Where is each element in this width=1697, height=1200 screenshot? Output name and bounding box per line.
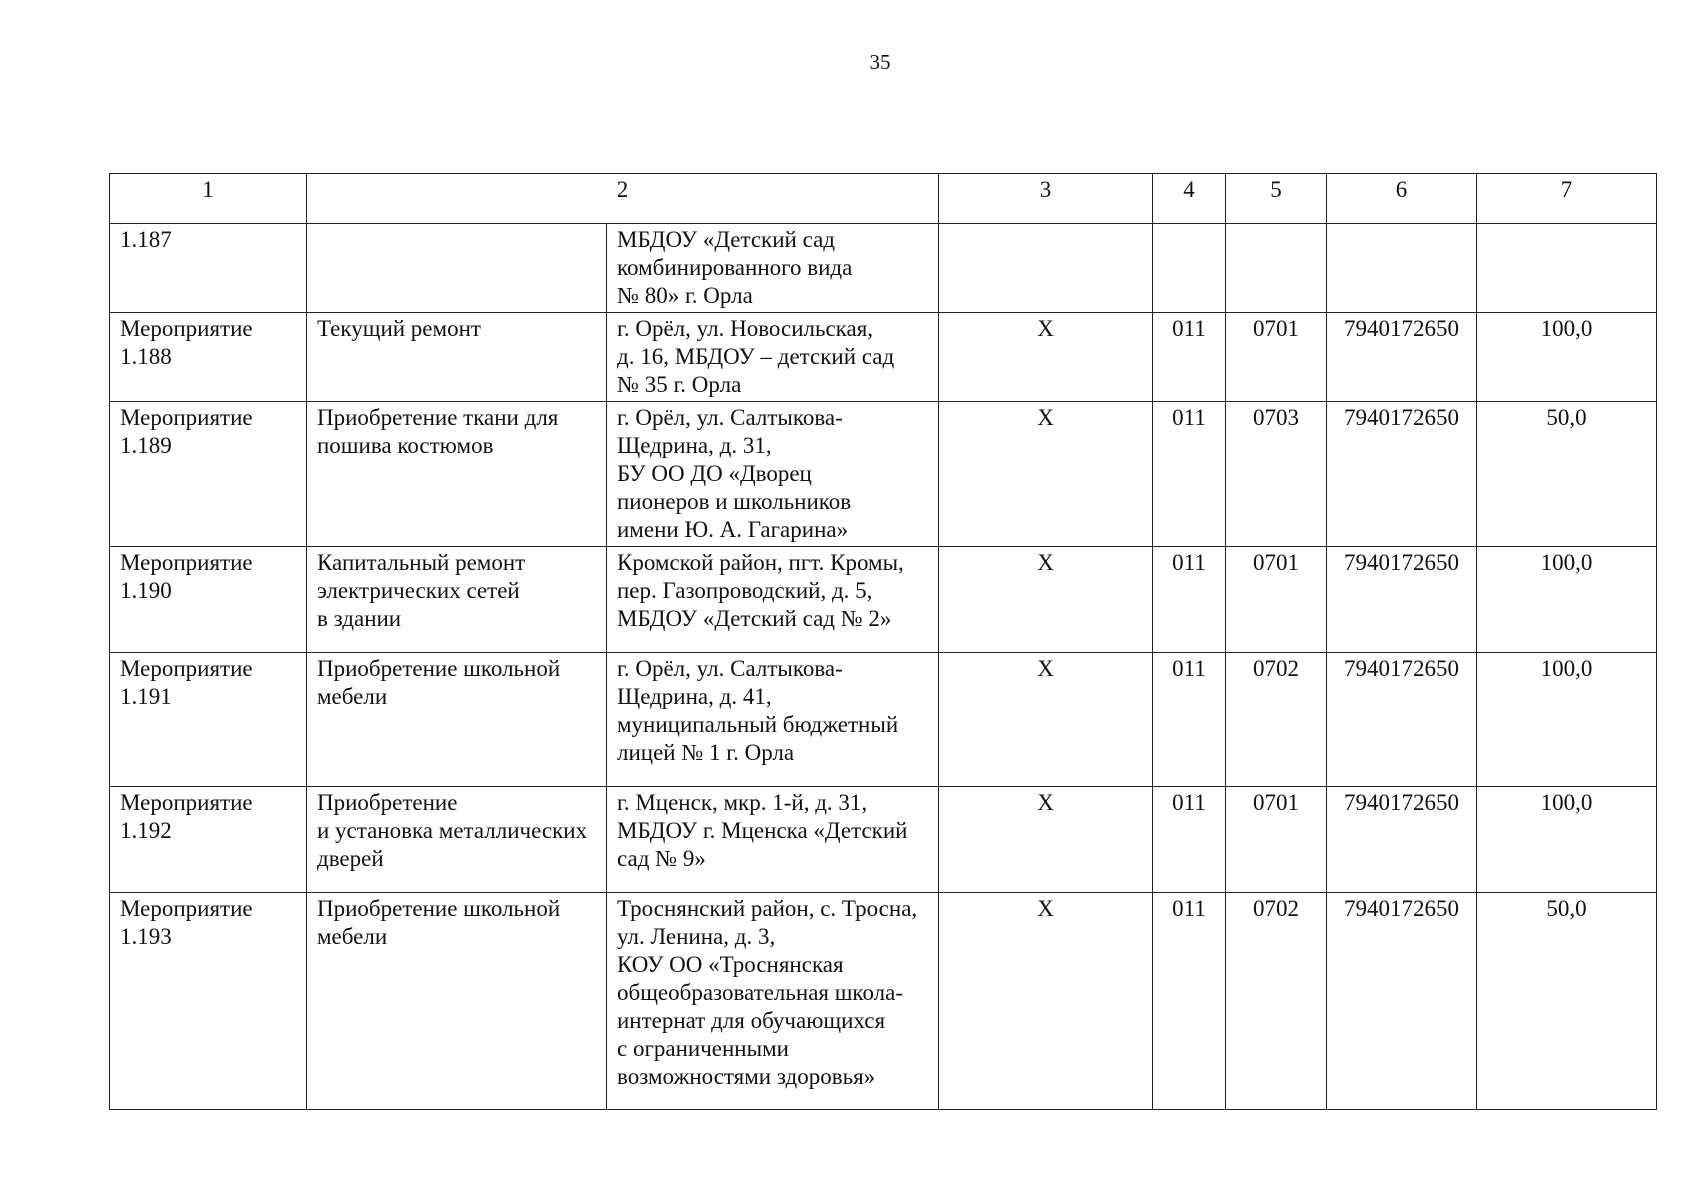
measure-cell-line: Мероприятие: [120, 405, 253, 430]
amount-cell: 100,0: [1477, 313, 1657, 402]
amount-cell: 50,0: [1477, 893, 1657, 1110]
measure-cell-line: Мероприятие: [120, 896, 253, 921]
address-cell-line: сад № 9»: [617, 846, 706, 871]
measure-cell-line: Мероприятие: [120, 316, 253, 341]
address-cell-line: № 35 г. Орла: [617, 372, 742, 397]
name-cell: [307, 402, 607, 547]
header-col-1: 1: [110, 174, 307, 224]
table-row: [110, 224, 1657, 313]
address-cell-line: КОУ ОО «Троснянская: [617, 952, 844, 977]
measure-cell-line: Мероприятие: [120, 550, 253, 575]
name-cell: [307, 787, 607, 893]
code-cell: 011: [1153, 653, 1226, 787]
measure-cell: [110, 224, 307, 313]
table-row: [110, 402, 1657, 547]
name-cell-line: пошива костюмов: [317, 433, 494, 458]
measure-cell: [110, 547, 307, 653]
address-cell-line: г. Орёл, ул. Салтыкова-: [617, 656, 843, 681]
name-cell-line: Приобретение: [317, 790, 458, 815]
x-cell: [939, 224, 1153, 313]
measure-cell-line: 1.192: [120, 818, 172, 843]
name-cell: [307, 893, 607, 1110]
measure-cell: [110, 893, 307, 1110]
address-cell-line: с ограниченными: [617, 1036, 789, 1061]
measure-cell: [110, 313, 307, 402]
measure-cell-line: Мероприятие: [120, 656, 253, 681]
x-cell: X: [939, 547, 1153, 653]
x-cell: X: [939, 313, 1153, 402]
code-cell: 011: [1153, 402, 1226, 547]
amount-cell: 50,0: [1477, 402, 1657, 547]
measure-cell-line: 1.190: [120, 578, 172, 603]
target-cell: 7940172650: [1327, 313, 1477, 402]
name-cell-line: мебели: [317, 684, 388, 709]
address-cell: [607, 653, 939, 787]
section-cell: 0701: [1226, 787, 1327, 893]
measure-cell-line: 1.193: [120, 924, 172, 949]
address-cell-line: пер. Газопроводский, д. 5,: [617, 578, 873, 603]
name-cell-line: дверей: [317, 846, 384, 871]
name-cell: [307, 653, 607, 787]
address-cell-line: муниципальный бюджетный: [617, 712, 899, 737]
header-col-2: 2: [307, 174, 939, 224]
section-cell: 0701: [1226, 313, 1327, 402]
x-cell: X: [939, 402, 1153, 547]
table-row: [110, 893, 1657, 1110]
address-cell-line: БУ ОО ДО «Дворец: [617, 461, 812, 486]
address-cell: [607, 787, 939, 893]
address-cell-line: интернат для обучающихся: [617, 1008, 886, 1033]
header-col-5: 5: [1226, 174, 1327, 224]
header-col-3: 3: [939, 174, 1153, 224]
address-cell: [607, 313, 939, 402]
section-cell: [1226, 224, 1327, 313]
table-header-row: [110, 174, 1657, 224]
address-cell-line: общеобразовательная школа-: [617, 980, 903, 1005]
address-cell-line: № 80» г. Орла: [617, 283, 753, 308]
page-number: 35: [869, 50, 891, 74]
table-row: [110, 547, 1657, 653]
address-cell-line: Троснянский район, с. Тросна,: [617, 896, 918, 921]
address-cell-line: МБДОУ «Детский сад № 2»: [617, 606, 892, 631]
address-cell-line: МБДОУ «Детский сад: [617, 227, 835, 252]
name-cell: [307, 313, 607, 402]
name-cell-line: в здании: [317, 606, 402, 631]
name-cell-line: мебели: [317, 924, 388, 949]
measure-cell-line: Мероприятие: [120, 790, 253, 815]
target-cell: 7940172650: [1327, 787, 1477, 893]
address-cell-line: г. Орёл, ул. Салтыкова-: [617, 405, 843, 430]
section-cell: 0702: [1226, 653, 1327, 787]
address-cell: [607, 893, 939, 1110]
address-cell-line: г. Орёл, ул. Новосильская,: [617, 316, 874, 341]
amount-cell: 100,0: [1477, 547, 1657, 653]
address-cell-line: возможностями здоровья»: [617, 1064, 876, 1089]
target-cell: 7940172650: [1327, 547, 1477, 653]
code-cell: 011: [1153, 787, 1226, 893]
code-cell: [1153, 224, 1226, 313]
address-cell-line: комбинированного вида: [617, 255, 853, 280]
name-cell-line: Текущий ремонт: [317, 316, 481, 341]
address-cell-line: ул. Ленина, д. 3,: [617, 924, 776, 949]
name-cell-line: и установка металлических: [317, 818, 588, 843]
address-cell-line: Щедрина, д. 31,: [617, 433, 772, 458]
measure-cell: [110, 653, 307, 787]
section-cell: 0701: [1226, 547, 1327, 653]
header-col-4: 4: [1153, 174, 1226, 224]
address-cell: [607, 547, 939, 653]
header-col-7: 7: [1477, 174, 1657, 224]
target-cell: 7940172650: [1327, 653, 1477, 787]
name-cell: [307, 547, 607, 653]
measure-cell-line: 1.189: [120, 433, 172, 458]
target-cell: [1327, 224, 1477, 313]
measure-cell-line: 1.191: [120, 684, 172, 709]
measure-cell-line: 1.188: [120, 344, 172, 369]
table-row: [110, 653, 1657, 787]
address-cell-line: МБДОУ г. Мценска «Детский: [617, 818, 908, 843]
target-cell: 7940172650: [1327, 402, 1477, 547]
measure-cell-line: 1.187: [120, 227, 172, 252]
x-cell: X: [939, 653, 1153, 787]
x-cell: X: [939, 893, 1153, 1110]
table-row: [110, 313, 1657, 402]
amount-cell: 100,0: [1477, 787, 1657, 893]
target-cell: 7940172650: [1327, 893, 1477, 1110]
address-cell-line: д. 16, МБДОУ – детский сад: [617, 344, 895, 369]
address-cell: [607, 402, 939, 547]
amount-cell: 100,0: [1477, 653, 1657, 787]
measures-table: [109, 173, 1657, 1110]
address-cell-line: имени Ю. А. Гагарина»: [617, 517, 849, 542]
section-cell: 0703: [1226, 402, 1327, 547]
address-cell-line: Щедрина, д. 41,: [617, 684, 772, 709]
header-col-6: 6: [1327, 174, 1477, 224]
address-cell-line: лицей № 1 г. Орла: [617, 740, 795, 765]
table-row: [110, 787, 1657, 893]
name-cell-line: Приобретение школьной: [317, 896, 561, 921]
address-cell: [607, 224, 939, 313]
section-cell: 0702: [1226, 893, 1327, 1110]
code-cell: 011: [1153, 313, 1226, 402]
name-cell-line: Приобретение школьной: [317, 656, 561, 681]
code-cell: 011: [1153, 547, 1226, 653]
amount-cell: [1477, 224, 1657, 313]
measure-cell: [110, 787, 307, 893]
measure-cell: [110, 402, 307, 547]
name-cell: [307, 224, 607, 313]
name-cell-line: электрических сетей: [317, 578, 520, 603]
code-cell: 011: [1153, 893, 1226, 1110]
name-cell-line: Приобретение ткани для: [317, 405, 559, 430]
name-cell-line: Капитальный ремонт: [317, 550, 526, 575]
address-cell-line: Кромской район, пгт. Кромы,: [617, 550, 904, 575]
address-cell-line: г. Мценск, мкр. 1-й, д. 31,: [617, 790, 868, 815]
address-cell-line: пионеров и школьников: [617, 489, 852, 514]
x-cell: X: [939, 787, 1153, 893]
